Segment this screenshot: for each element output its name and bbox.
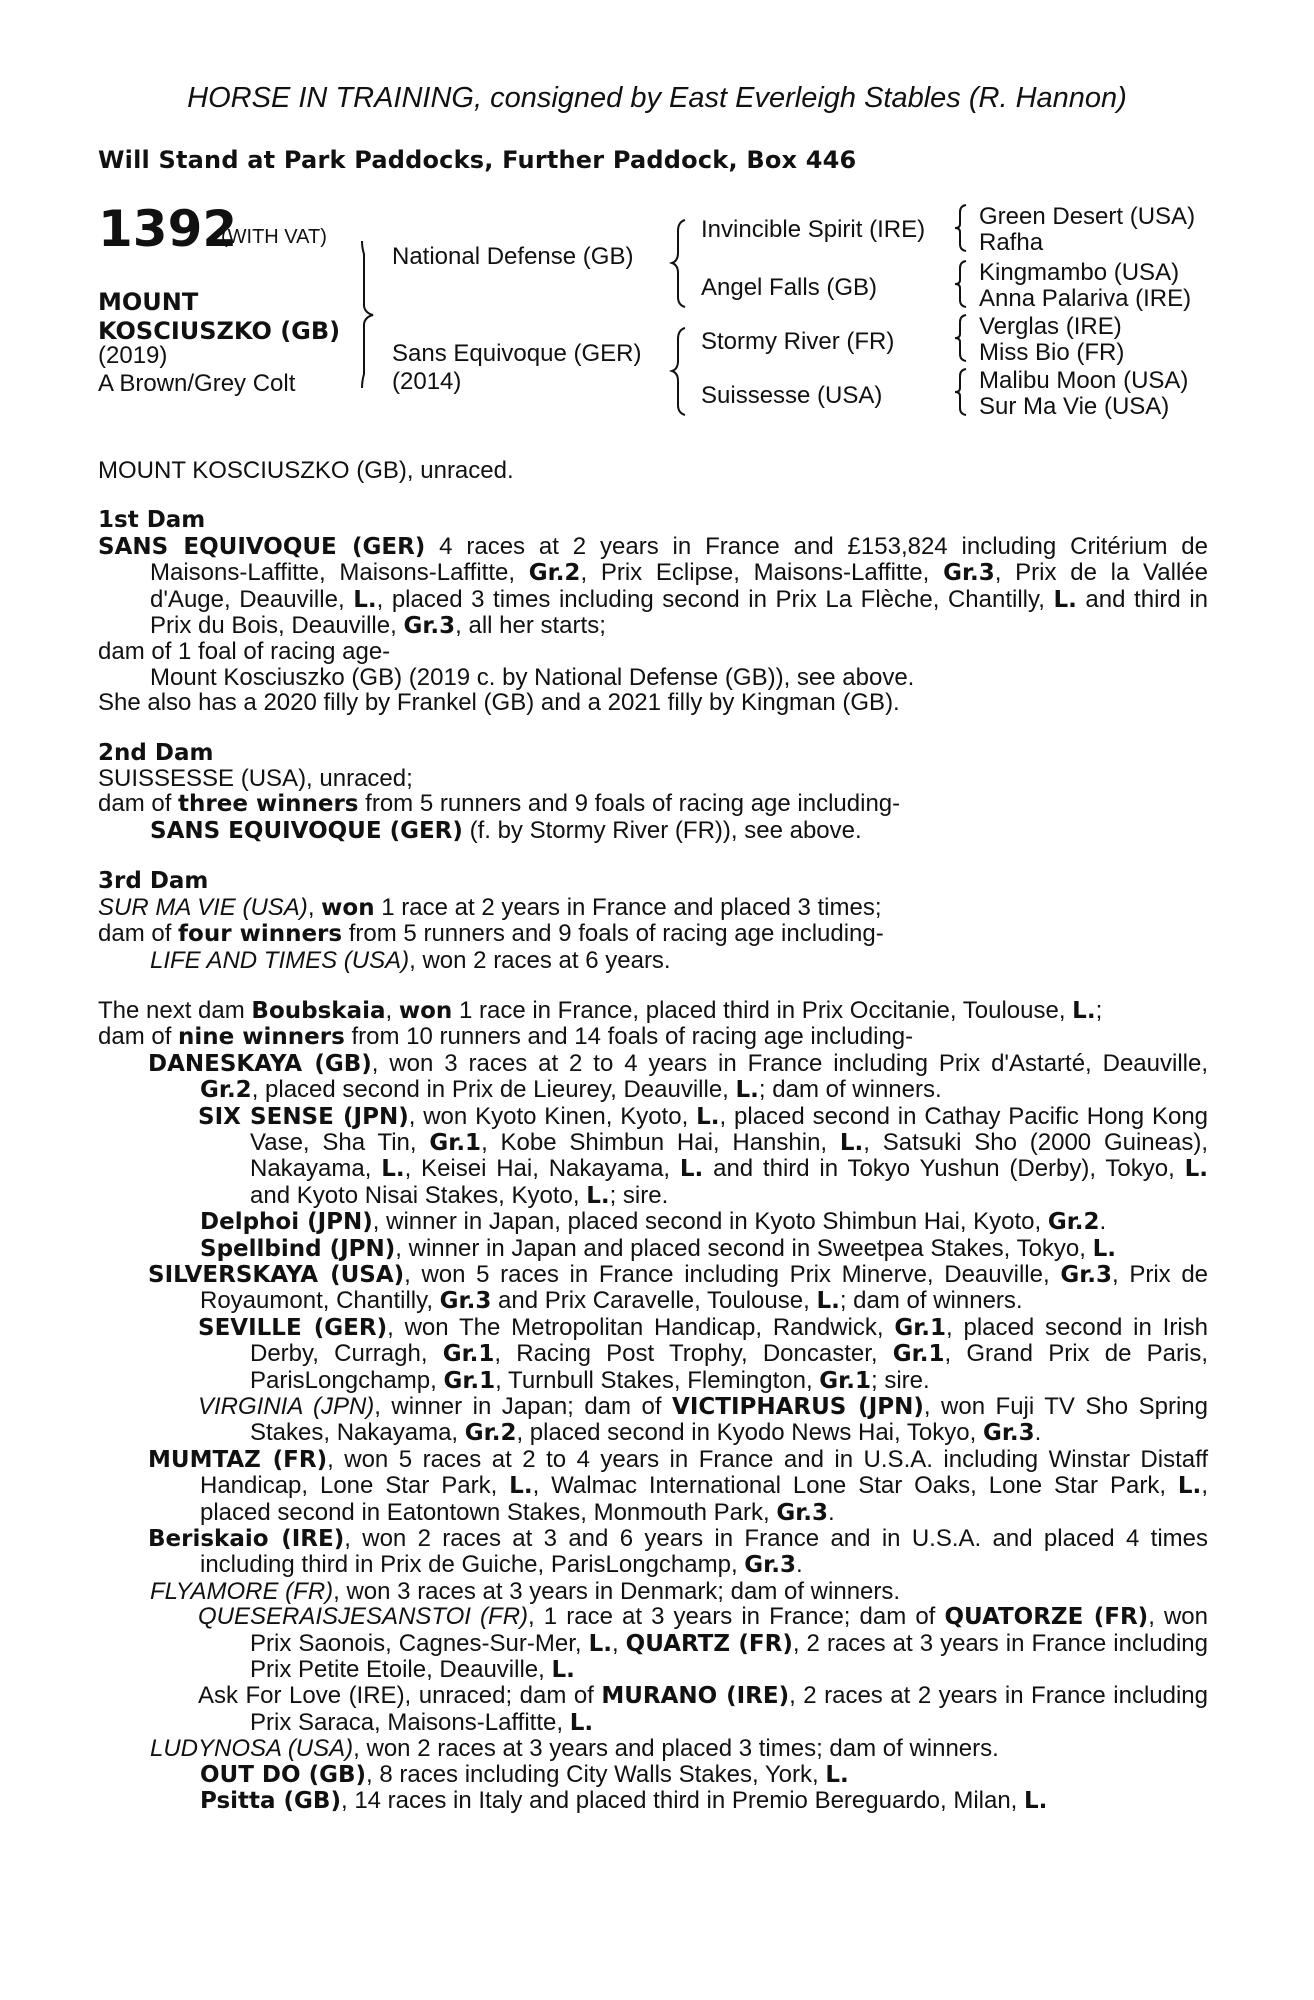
horse-name-ref: SANS EQUIVOQUE (GER) [150,817,463,844]
winners-count: three winners [178,791,359,818]
first-dam-produce-intro: dam of 1 foal of racing age- [98,638,391,666]
text: , Prix de la Vallée d'Auge, Deauville, [150,559,1208,613]
third-dam-produce-intro [98,921,1208,947]
grade: L. [679,1156,704,1183]
text: , won 5 races at 2 to 4 years in France and in U.S.A. including Winstar Distaff Handicap, Lone Star Park, [200,1445,1209,1500]
grade: Gr.3 [1060,1261,1112,1288]
text: . [1099,1208,1107,1236]
horse-name-ref: SANS EQUIVOQUE (GER) [98,533,426,560]
text: , won The Metropolitan Handicap, Randwick, [387,1313,895,1341]
text: , [385,996,399,1024]
grade: L. [569,1709,594,1736]
text: and Kyoto Nisai Stakes, Kyoto, [250,1181,587,1209]
horse-name-ref: QUESERAISJESANSTOI (FR) [198,1603,529,1631]
grade: L. [816,1288,840,1315]
horse-name-ref: VIRGINIA (JPN) [198,1393,375,1420]
foaling-year: (2019) [98,342,168,369]
grade: Gr.2 [200,1077,252,1104]
text: , 1 race at 3 years in France; dam of [528,1603,945,1631]
text: from 10 runners and 14 foals of racing age including- [344,1023,914,1051]
text: , winner in Japan and placed second in Sweetpea Stakes, Tokyo, [395,1234,1093,1262]
horse-name-line1: MOUNT [98,288,199,316]
grade: L. [551,1657,575,1684]
text: won [321,894,375,921]
sire-dam: Angel Falls (GB) [701,274,878,301]
produce-entry [98,1315,1208,1394]
sire-sire-dam: Rafha [979,229,1044,256]
sire-sire: Invincible Spirit (IRE) [701,216,926,243]
produce-entry [98,1736,1208,1761]
horse-name-ref: SEVILLE (GER) [198,1314,388,1341]
grade: L. [1177,1473,1202,1500]
text: won [398,997,453,1024]
text: ; sire. [870,1366,930,1394]
text: 1 race in France, placed third in Prix Occitanie, Toulouse, [452,996,1073,1024]
produce-entry [98,1788,1208,1814]
grade: Gr.2 [464,1420,517,1447]
text: and Prix Caravelle, Toulouse, [491,1287,817,1315]
grade: L. [586,1182,610,1209]
dam-dam: Suissesse (USA) [701,382,883,409]
dam-year: (2014) [392,368,462,395]
text: , placed second in Eatontown Stakes, Monmouth Park, [200,1472,1208,1526]
grade: Gr.1 [443,1367,496,1394]
horse-name-ref: Boubskaia [251,997,386,1024]
dam-dam-dam: Sur Ma Vie (USA) [979,393,1170,420]
grade: Gr.3 [776,1499,829,1526]
text: , won Fuji TV Sho Spring Stakes, Nakayama, [250,1393,1208,1447]
produce-entry [98,1236,1208,1262]
text: from 5 runners and 9 foals of racing age including- [342,920,884,948]
horse-name [98,288,340,346]
grade: Gr.1 [819,1367,871,1394]
produce-entry [98,1683,1208,1736]
first-dam-younger: She also has a 2020 filly by Frankel (GB) and a 2021 filly by Kingman (GB). [98,689,900,717]
winners-count: nine winners [178,1024,345,1051]
text: , Prix de Royaumont, Chantilly, [200,1260,1209,1315]
grade: Gr.1 [429,1129,482,1156]
grade: L. [1092,1235,1117,1262]
grade: L. [588,1630,612,1657]
produce-entry [98,1051,1208,1104]
grade: L. [696,1103,720,1130]
text: and third in Prix du Bois, Deauville, [150,585,1208,640]
bracket-dd [952,368,970,416]
text: 1 race at 2 years in France and placed 3 times; [374,893,882,921]
text: , Racing Post Trophy, Doncaster, [494,1340,893,1368]
lot-number: 1392 [98,200,238,258]
text: The next dam [98,996,252,1024]
text: , Grand Prix de Paris, ParisLongchamp, [250,1340,1208,1394]
text: , placed second in Kyodo News Hai, Tokyo, [516,1419,983,1447]
text: , [611,1629,626,1657]
text: , placed second in Prix de Lieurey, Deauville, [251,1076,736,1104]
sire-dam-sire: Kingmambo (USA) [979,259,1180,286]
text: , placed second in Irish Derby, Curragh, [250,1313,1208,1368]
dam-sire: Stormy River (FR) [701,328,895,355]
horse-name-ref: Spellbind (JPN) [200,1235,396,1262]
text: , won 2 races at 3 and 6 years in France and in U.S.A. and placed 4 times including third in Prix de Guiche, ParisLongchamp, [200,1525,1208,1579]
text: . [795,1551,803,1579]
text: , placed second in Cathay Pacific Hong Kong Vase, Sha Tin, [250,1102,1209,1156]
text: ; [1095,996,1103,1024]
horse-name-ref: Psitta (GB) [200,1788,341,1815]
text: , 2 races at 2 years in France including Prix Saraca, Maisons-Laffitte, [250,1682,1208,1736]
first-dam-record [98,534,1208,640]
grade: Gr.2 [1047,1209,1100,1236]
dam-name: Sans Equivoque (GER) [392,340,642,367]
text: ; sire. [609,1181,669,1209]
second-dam-produce-intro [98,791,1208,817]
horse-name-ref: MURANO (IRE) [601,1683,790,1710]
horse-name-ref: Delphoi (JPN) [200,1209,373,1236]
horse-name-ref: QUATORZE (FR) [944,1604,1149,1631]
horse-name-ref: SIX SENSE (JPN) [198,1103,409,1130]
text: , Turnbull Stakes, Flemington, [495,1366,820,1394]
horse-name-ref: QUARTZ (FR) [625,1630,793,1657]
horse-name-ref: SILVERSKAYA (USA) [148,1261,405,1288]
dam-dam-sire: Malibu Moon (USA) [979,367,1189,394]
grade: L. [825,1761,849,1788]
text: , placed 3 times including second in Prix La Flèche, Chantilly, [376,585,1054,613]
first-dam-produce: Mount Kosciuszko (GB) (2019 c. by National Defense (GB)), see above. [150,663,915,691]
text: , [307,893,322,921]
catalogue-body [98,458,1208,1815]
grade: Gr.3 [403,613,456,640]
text: . [828,1498,835,1526]
horse-name-ref: Beriskaio (IRE) [148,1526,345,1553]
text: and third in Tokyo Yushun (Derby), Tokyo, [703,1155,1185,1183]
horse-name-ref: MUMTAZ (FR) [148,1446,328,1473]
produce-entry [98,1209,1208,1235]
grade: L. [735,1077,759,1104]
page-header: HORSE IN TRAINING, consigned by East Everleigh Stables (R. Hannon) [187,82,1127,114]
text: , Walmac International Lone Star Oaks, Lone Star Park, [532,1472,1178,1500]
grade: Gr.3 [744,1552,796,1579]
grade: Gr.3 [439,1288,492,1315]
grade: Gr.1 [894,1314,947,1341]
text: , Kobe Shimbun Hai, Hanshin, [481,1128,840,1156]
text: ; dam of winners. [839,1287,1023,1315]
stand-location: Will Stand at Park Paddocks, Further Paddock, Box 446 [98,146,857,174]
horse-name-ref: DANESKAYA (GB) [148,1050,372,1077]
grade: L. [353,586,377,613]
produce-entry [98,1447,1208,1526]
produce-entry [98,1394,1208,1447]
dam-sire-dam: Miss Bio (FR) [979,339,1125,366]
horse-name-ref: SUR MA VIE (USA) [98,893,308,921]
produce-entry [98,1104,1208,1210]
text: , won 3 races at 2 to 4 years in France including Prix d'Astarté, Deauville, [371,1049,1209,1077]
text: ; dam of winners. [758,1076,942,1104]
text: , 14 races in Italy and placed third in Premio Bereguardo, Milan, [340,1787,1025,1815]
grade: L. [1184,1156,1208,1183]
horse-name-ref: OUT DO (GB) [200,1761,367,1788]
grade: L. [509,1473,533,1500]
third-dam-record [98,895,1208,921]
text: , won 3 races at 3 years in Denmark; dam of winners. [333,1577,901,1605]
text: from 5 runners and 9 foals of racing age including- [358,790,901,818]
race-record: MOUNT KOSCIUSZKO (GB), unraced. [98,457,514,484]
produce-entry [98,1262,1208,1315]
horse-name-ref: VICTIPHARUS (JPN) [672,1394,924,1420]
grade: L. [1072,997,1096,1024]
text: dam of [98,790,179,818]
dam-sire-sire: Verglas (IRE) [979,313,1122,340]
horse-name-ref: LIFE AND TIMES (USA) [150,946,410,974]
second-dam-record: SUISSESSE (USA), unraced; [98,765,413,793]
text: , won 5 races in France including Prix Minerve, Deauville, [404,1260,1061,1288]
sire-name: National Defense (GB) [392,243,634,270]
produce-entry [98,1762,1208,1788]
text: , winner in Japan, placed second in Kyoto Shimbun Hai, Kyoto, [372,1208,1048,1236]
text: , Keisei Hai, Nakayama, [404,1155,680,1183]
text: (f. by Stormy River (FR)), see above. [462,816,862,844]
grade: Gr.3 [943,560,995,587]
horse-name-ref: FLYAMORE (FR) [150,1577,334,1605]
text: dam of [98,1023,179,1051]
grade: Gr.3 [982,1420,1035,1447]
next-dam-record [98,998,1208,1024]
text: , winner in Japan; dam of [374,1393,673,1420]
text: dam of [98,920,179,948]
text: , 2 races at 3 years in France including Prix Petite Etoile, Deauville, [250,1629,1208,1684]
text: , Satsuki Sho (2000 Guineas), Nakayama, [250,1128,1208,1183]
second-dam-produce [98,818,1208,844]
bracket-generation-1 [358,240,378,390]
grade: Gr.2 [528,560,581,587]
text: , won 2 races at 6 years. [409,946,671,974]
text: 4 races at 2 years in France and £153,824 including Critérium de Maisons-Laffitte, Maisons-Laffitte, [150,532,1209,587]
second-dam-heading: 2nd Dam [98,739,214,766]
bracket-ss [952,204,970,252]
sire-dam-dam: Anna Palariva (IRE) [979,285,1192,312]
bracket-dam-line [670,327,690,417]
next-dam-produce-intro [98,1024,1208,1050]
winners-count: four winners [178,921,343,948]
text: , won 2 races at 3 years and placed 3 times; dam of winners. [353,1735,999,1763]
horse-description: A Brown/Grey Colt [98,370,296,397]
text: , 8 races including City Walls Stakes, York, [366,1760,826,1788]
text: , won Prix Saonois, Cagnes-Sur-Mer, [250,1603,1208,1657]
produce-entry [98,1526,1208,1579]
bracket-sire-line [670,219,690,309]
third-dam-heading: 3rd Dam [98,868,209,895]
first-dam-heading: 1st Dam [98,507,206,534]
bracket-sd [952,260,970,308]
produce-entry [98,1579,1208,1604]
grade: Gr.1 [892,1341,945,1368]
produce-entry [98,1604,1208,1683]
grade: L. [381,1156,405,1183]
horse-name-line2: KOSCIUSZKO (GB) [98,317,341,345]
grade: L. [1024,1788,1048,1815]
grade: Gr.1 [442,1341,495,1368]
vat-note: (WITH VAT) [221,226,327,248]
text: Ask For Love (IRE), unraced; dam of [198,1682,602,1710]
third-dam-produce [98,948,1208,973]
text: , all her starts; [455,612,606,640]
grade: L. [839,1129,864,1156]
text: . [1034,1419,1042,1447]
text: , won Kyoto Kinen, Kyoto, [408,1102,697,1130]
sire-sire-sire: Green Desert (USA) [979,203,1196,230]
grade: L. [1053,586,1077,613]
horse-name-ref: LUDYNOSA (USA) [150,1735,354,1763]
bracket-ds [952,314,970,362]
text: , Prix Eclipse, Maisons-Laffitte, [580,559,944,587]
